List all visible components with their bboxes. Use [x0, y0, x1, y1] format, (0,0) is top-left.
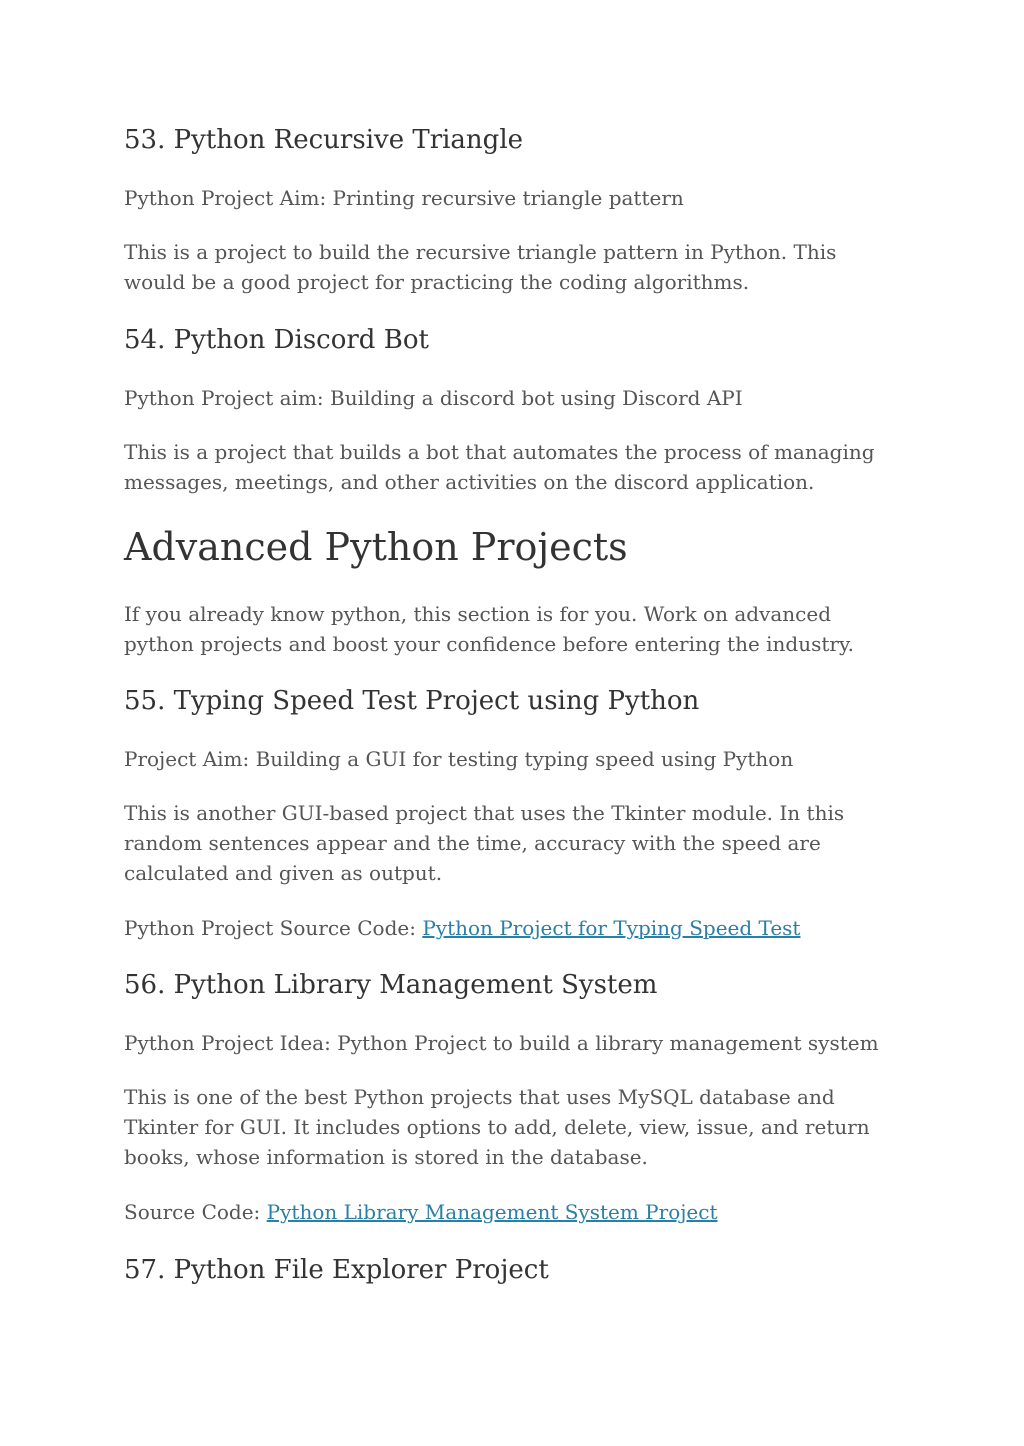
heading-55: 55. Typing Speed Test Project using Python [124, 686, 700, 716]
description-line: books, whose information is stored in the database. [124, 1145, 648, 1169]
section-title-advanced: Advanced Python Projects [124, 525, 628, 569]
description-line: This is a project to build the recursive triangle pattern in Python. This [124, 240, 837, 264]
description-54 [124, 437, 875, 497]
description-53 [124, 237, 836, 297]
source-code-56 [124, 1197, 718, 1227]
description-line: This is a project that builds a bot that automates the process of managing [124, 440, 875, 464]
intro-line: python projects and boost your confidence before entering the industry. [124, 632, 854, 656]
heading-53: 53. Python Recursive Triangle [124, 125, 524, 155]
advanced-intro [124, 599, 854, 659]
heading-54: 54. Python Discord Bot [124, 325, 429, 355]
heading-56: 56. Python Library Management System [124, 970, 658, 1000]
description-line: Tkinter for GUI. It includes options to add, delete, view, issue, and return [124, 1115, 870, 1139]
description-56 [124, 1082, 870, 1172]
aim-55: Project Aim: Building a GUI for testing typing speed using Python [124, 747, 794, 771]
library-management-source-link[interactable]: Python Library Management System Project [266, 1200, 718, 1224]
source-code-label: Source Code: [124, 1200, 267, 1224]
heading-57: 57. Python File Explorer Project [124, 1255, 549, 1285]
intro-line: If you already know python, this section is for you. Work on advanced [124, 602, 832, 626]
source-code-label: Python Project Source Code: [124, 916, 423, 940]
description-line: random sentences appear and the time, accuracy with the speed are [124, 831, 821, 855]
source-code-55 [124, 913, 800, 943]
description-55 [124, 798, 844, 888]
aim-53: Python Project Aim: Printing recursive triangle pattern [124, 186, 684, 210]
description-line: would be a good project for practicing the coding algorithms. [124, 270, 750, 294]
aim-54: Python Project aim: Building a discord bot using Discord API [124, 386, 743, 410]
description-line: messages, meetings, and other activities on the discord application. [124, 470, 815, 494]
idea-56: Python Project Idea: Python Project to build a library management system [124, 1031, 879, 1055]
description-line: calculated and given as output. [124, 861, 443, 885]
description-line: This is another GUI-based project that uses the Tkinter module. In this [124, 801, 845, 825]
typing-speed-test-source-link[interactable]: Python Project for Typing Speed Test [422, 916, 801, 940]
description-line: This is one of the best Python projects that uses MySQL database and [124, 1085, 835, 1109]
